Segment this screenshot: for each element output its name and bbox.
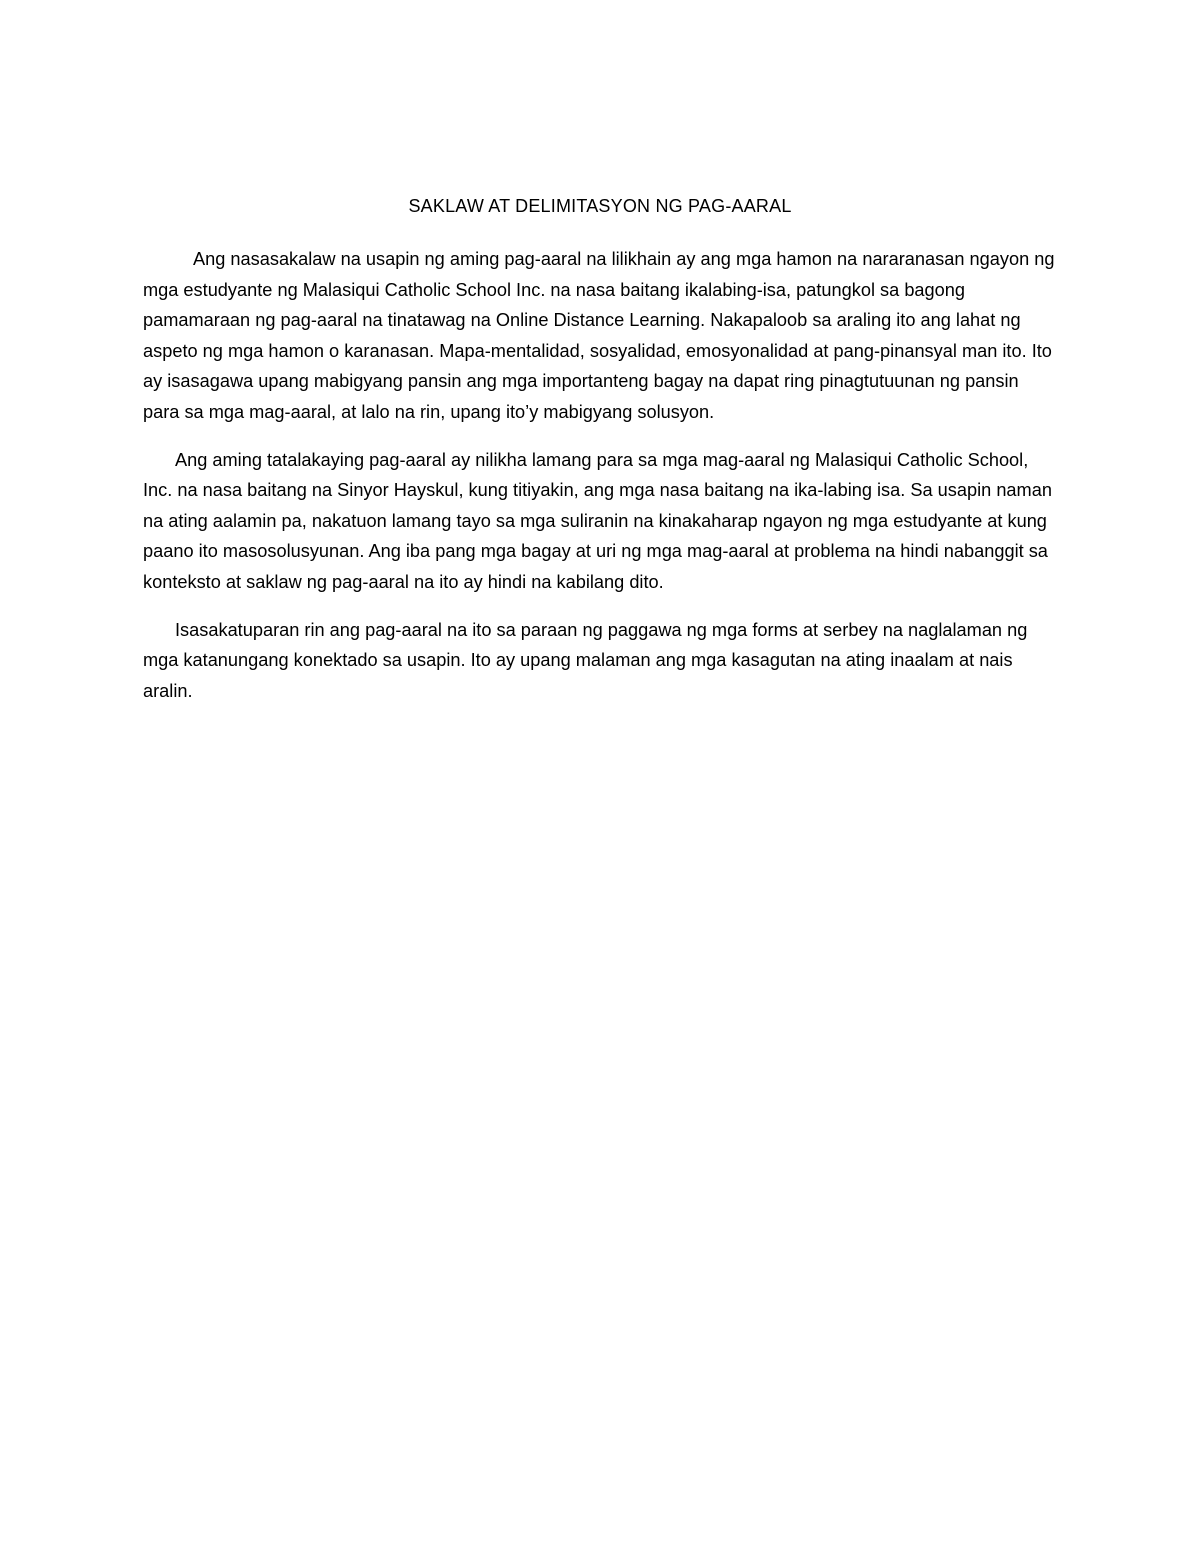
document-body	[143, 244, 1059, 723]
paragraph-scope: Ang nasasakalaw na usapin ng aming pag-aaral na lilikhain ay ang mga hamon na nararanasan ngayon ng mga estudyante ng Malasiqui Catholic School Inc. na nasa baitang ikalabing-isa, patungkol sa bagong pamamaraan ng pag-aaral na tinatawag na Online Distance Learning. Nakapaloob sa araling ito ang lahat ng aspeto ng mga hamon o karanasan. Mapa-mentalidad, sosyalidad, emosyonalidad at pang-pinansyal man ito. Ito ay isasagawa upang mabigyang pansin ang mga importanteng bagay na dapat ring pinagtutuunan ng pansin para sa mga mag-aaral, at lalo na rin, upang ito’y mabigyang solusyon.	[143, 249, 1055, 422]
document-title: SAKLAW AT DELIMITASYON NG PAG-AARAL	[408, 196, 792, 216]
paragraph-method: Isasakatuparan rin ang pag-aaral na ito sa paraan ng paggawa ng mga forms at serbey na naglalaman ng mga katanungang konektado sa usapin. Ito ay upang malaman ang mga kasagutan na ating inaalam at nais aralin.	[143, 619, 1028, 701]
paragraph-delimitation: Ang aming tatalakaying pag-aaral ay nilikha lamang para sa mga mag-aaral ng Malasiqui Catholic School, Inc. na nasa baitang na Sinyor Hayskul, kung titiyakin, ang mga nasa baitang na ika-labing isa. Sa usapin naman na ating aalamin pa, nakatuon lamang tayo sa mga suliranin na kinakaharap ngayon ng mga estudyante at kung paano ito masosolusyunan. Ang iba pang mga bagay at uri ng mga mag-aaral at problema na hindi nabanggit sa konteksto at saklaw ng pag-aaral na ito ay hindi na kabilang dito.	[143, 449, 1052, 592]
